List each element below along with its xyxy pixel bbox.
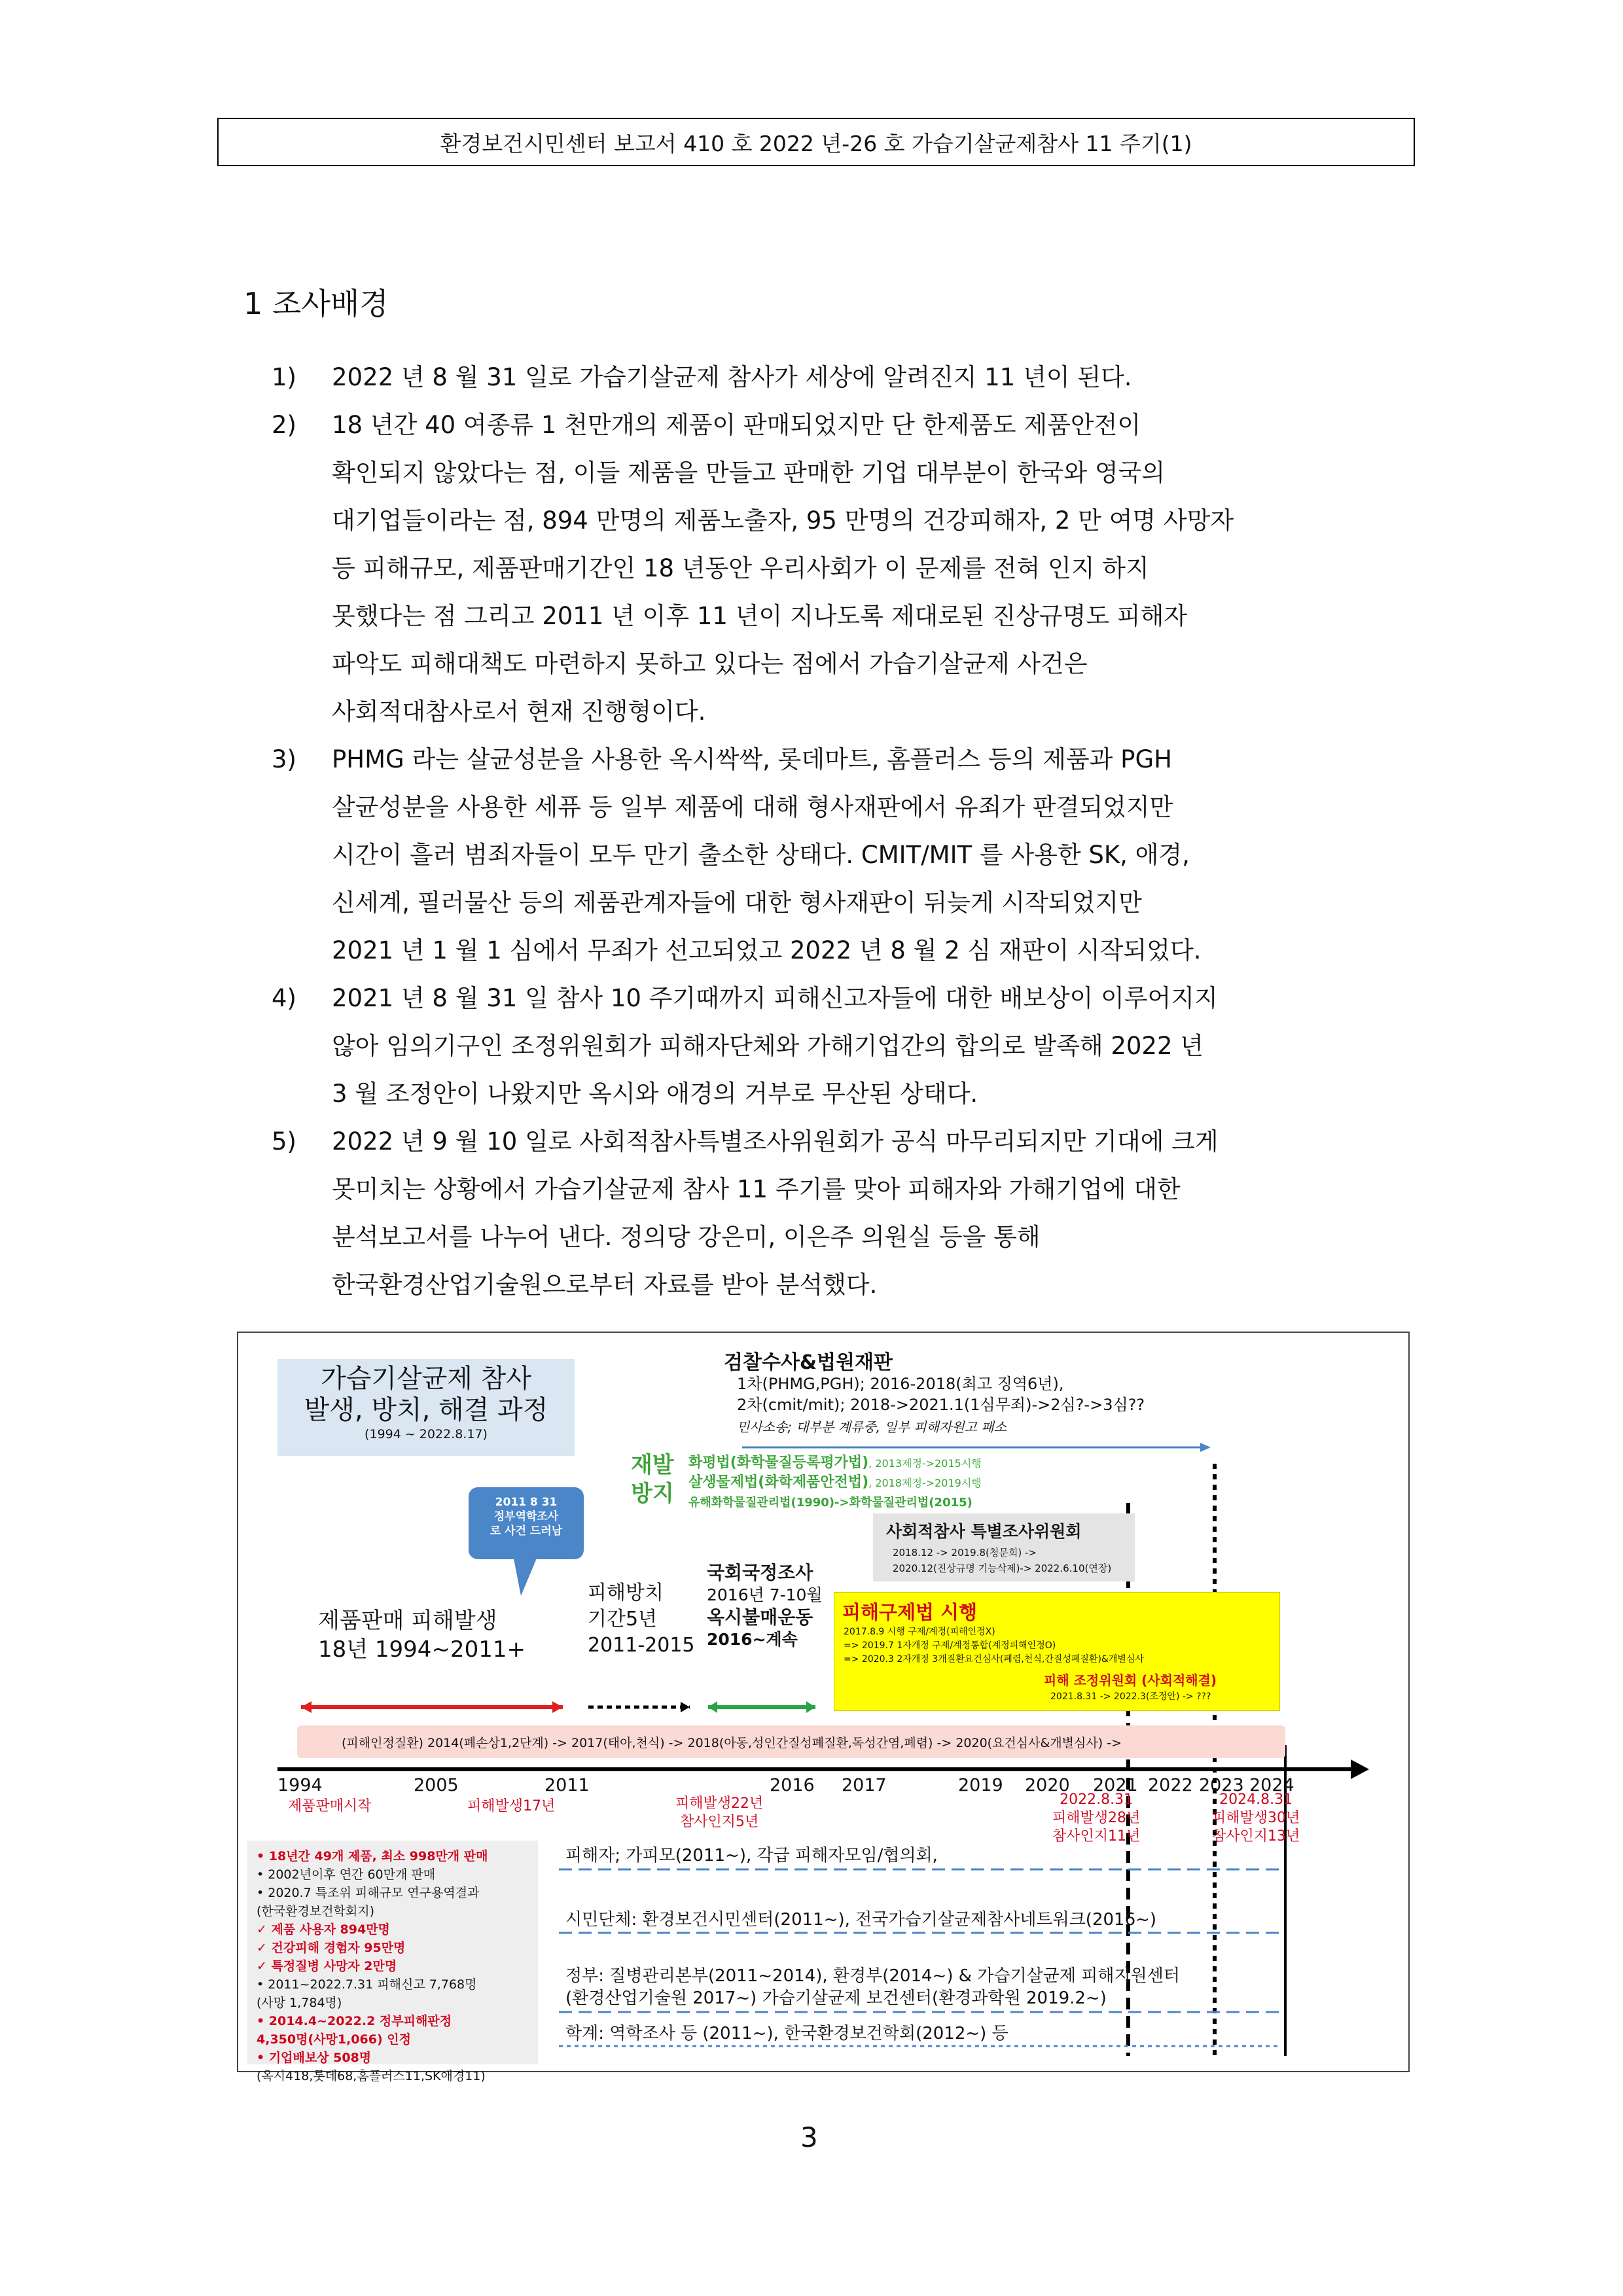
list-item — [272, 974, 1384, 1118]
year-note-line: 참사인지13년 — [1212, 1828, 1300, 1845]
list-item-number: 5) — [272, 1127, 296, 1156]
prosecution-lines — [737, 1373, 1145, 1415]
audit-arrowhead-left — [708, 1701, 717, 1713]
callout-line: 2011 8 31 — [495, 1496, 558, 1509]
list-item-line: 등 피해규모, 제품판매기간인 18 년동안 우리사회가 이 문제를 전혀 인지 하지 — [332, 554, 1149, 582]
statistics-item: ✓ 건강피해 경험자 95만명 — [257, 1941, 406, 1955]
list-item-number: 4) — [272, 984, 296, 1012]
year-note-line: 참사인지5년 — [680, 1814, 759, 1830]
audit-label — [707, 1562, 823, 1651]
prevention-label — [631, 1451, 674, 1508]
list-item-line: 3 월 조정안이 나왔지만 옥시와 애경의 거부로 무산된 상태다. — [332, 1080, 978, 1108]
list-item-line: 파악도 피해대책도 마련하지 못하고 있다는 점에서 가습기살균제 사건은 — [332, 650, 1088, 678]
special-committee-box — [873, 1513, 1135, 1581]
audit-label-line: 2016년 7-10월 — [707, 1585, 823, 1604]
actor-government: 정부: 질병관리본부(2011~2014), 환경부(2014~) & 가습기살균제 피해지원센터 — [565, 1966, 1180, 1986]
callout-pointer — [513, 1555, 538, 1596]
year-note-2016 — [675, 1795, 763, 1831]
sales-label-line: 제품판매 피해발생 — [318, 1608, 497, 1634]
sales-arrowhead-left — [301, 1701, 312, 1713]
year-note-line: 2024.8.31 — [1219, 1792, 1293, 1808]
relief-lines — [844, 1625, 1144, 1667]
law-item — [688, 1453, 982, 1473]
sales-arrowhead-right — [552, 1701, 563, 1713]
disease-band — [297, 1725, 1285, 1758]
law-note: 화학물질관리법(2015) — [849, 1496, 972, 1510]
figure-title-line2: 발생, 방치, 해결 과정 — [304, 1395, 548, 1425]
special-committee-line: 2020.12(진상규명 기능삭제)-> 2022.6.10(연장) — [893, 1563, 1112, 1574]
statistics-item: (한국환경보건학회지) — [257, 1904, 375, 1918]
law-item — [688, 1473, 982, 1492]
year-label: 2023 — [1199, 1775, 1244, 1795]
statistics-item: • 2002년이후 연간 60만개 판매 — [257, 1867, 436, 1882]
figure-title-line1: 가습기살균제 참사 — [321, 1364, 531, 1394]
numbered-list — [272, 353, 1384, 1309]
year-label: 2011 — [544, 1775, 590, 1795]
list-item-text — [332, 1118, 1384, 1309]
year-label: 2019 — [958, 1775, 1003, 1795]
year-label: 2021 — [1093, 1775, 1138, 1795]
year-label: 1994 — [277, 1775, 323, 1795]
prosecution-title: 검찰수사&법원재판 — [724, 1351, 893, 1374]
list-item-number: 2) — [272, 411, 296, 439]
list-item-text — [332, 401, 1384, 735]
list-item — [272, 1118, 1384, 1309]
list-item-line: 2022 년 8 월 31 일로 가습기살균제 참사가 세상에 알려진지 11 년이 된다. — [332, 363, 1132, 391]
year-label: 2005 — [414, 1775, 459, 1795]
audit-label-line: 2016~계속 — [707, 1630, 798, 1649]
section-title: 1 조사배경 — [243, 286, 389, 321]
law-note: , 2018제정->2019시행 — [868, 1477, 982, 1489]
law-name: 살생물제법(화학제품안전법) — [688, 1474, 869, 1491]
relief-title: 피해구제법 시행 — [842, 1601, 978, 1623]
year-label: 2024 — [1249, 1775, 1294, 1795]
statistics-item: • 2011~2022.7.31 피해신고 7,768명 — [257, 1977, 477, 1992]
report-header-title: 환경보건시민센터 보고서 410 호 2022 년-26 호 가습기살균제참사 11 주기(1) — [440, 130, 1192, 156]
page-number: 3 — [800, 2121, 818, 2153]
list-item-line: 못했다는 점 그리고 2011 년 이후 11 년이 지나도록 제대로된 진상규명도 피해자 — [332, 602, 1188, 630]
statistics-item: • 기업배보상 508명 — [257, 2051, 372, 2065]
list-item — [272, 735, 1384, 974]
prevention-label-line: 방지 — [631, 1481, 674, 1507]
disease-band-text: (피해인정질환) 2014(폐손상1,2단계) -> 2017(태아,천식) -> 2018(아동,성인간질성폐질환,독성간염,폐렴) -> 2020(요건심사&개별심사) -> — [342, 1736, 1122, 1750]
neglect-label-line: 기간5년 — [588, 1608, 658, 1631]
list-item-text — [332, 974, 1384, 1118]
neglect-label — [588, 1580, 695, 1659]
statistics-item: (옥시418,롯데68,홈플러스11,SK애경11) — [257, 2069, 486, 2083]
year-label: 2017 — [842, 1775, 887, 1795]
statistics-item: 4,350명(사망1,066) 인정 — [257, 2032, 411, 2047]
year-note-2022 — [1052, 1791, 1140, 1846]
year-note-line: 피해발생22년 — [675, 1795, 764, 1812]
report-header — [217, 118, 1415, 166]
actor-academia: 학계: 역학조사 등 (2011~), 한국환경보건학회(2012~) 등 — [565, 2024, 1008, 2043]
list-item-line: 확인되지 않았다는 점, 이들 제품을 만들고 판매한 기업 대부분이 한국와 영국의 — [332, 459, 1166, 487]
list-item-line: 18 년간 40 여종류 1 천만개의 제품이 판매되었지만 단 한제품도 제품안전이 — [332, 411, 1141, 439]
neglect-label-line: 2011-2015 — [588, 1634, 695, 1657]
list-item-line: 2022 년 9 월 10 일로 사회적참사특별조사위원회가 공식 마무리되지만 기대에 크게 — [332, 1127, 1219, 1156]
year-note-2024 — [1212, 1791, 1300, 1846]
list-item-text — [332, 735, 1384, 974]
actor-government-2: (환경산업기술원 2017~) 가습기살균제 보건센터(환경과학원 2019.2~) — [565, 1988, 1107, 2008]
callout-line: 정부역학조사 — [493, 1510, 559, 1523]
list-item — [272, 353, 1384, 401]
list-item-line: 못미치는 상황에서 가습기살균제 참사 11 주기를 맞아 피해자와 가해기업에 대한 — [332, 1175, 1181, 1203]
statistics-item: ✓ 특정질병 사망자 2만명 — [257, 1959, 397, 1973]
list-item-line: 한국환경산업기술원으로부터 자료를 받아 분석했다. — [332, 1271, 878, 1299]
neglect-arrowhead — [681, 1702, 690, 1712]
prosecution-note: 민사소송; 대부분 계류중, 일부 피해자원고 패소 — [737, 1419, 1007, 1435]
prosecution-arrowhead — [1200, 1443, 1211, 1452]
year-note-line: 피해발생28년 — [1052, 1810, 1141, 1826]
year-label: 2022 — [1148, 1775, 1193, 1795]
audit-label-line: 국회국정조사 — [707, 1562, 813, 1583]
list-item-line: 사회적대참사로서 현재 진행형이다. — [332, 698, 706, 726]
audit-arrowhead-right — [806, 1701, 815, 1713]
relief-mediation-date: 2021.8.31 -> 2022.3(조정안) -> ??? — [1050, 1691, 1211, 1702]
actor-victims: 피해자; 가피모(2011~), 각급 피해자모임/협의회, — [565, 1846, 938, 1865]
prosecution-line: 2차(cmit/mit); 2018->2021.1(1심무죄)->2심?->3심?? — [737, 1396, 1145, 1414]
list-item-line: 2021 년 8 월 31 일 참사 10 주기때까지 피해신고자들에 대한 배보상이 이루어지지 — [332, 984, 1218, 1012]
law-name: 화평법(화학물질등록평가법) — [688, 1455, 869, 1471]
year-note-1994: 제품판매시작 — [288, 1798, 372, 1814]
relief-box — [834, 1592, 1280, 1711]
statistics-item: (사망 1,784명) — [257, 1996, 342, 2010]
timeline-figure — [237, 1332, 1410, 2083]
law-note: , 2013제정->2015시행 — [868, 1457, 982, 1470]
list-item-line: PHMG 라는 살균성분을 사용한 옥시싹싹, 롯데마트, 홈플러스 등의 제품과 PGH — [332, 745, 1172, 773]
year-note-line: 피해발생30년 — [1212, 1810, 1300, 1826]
list-item-line: 2021 년 1 월 1 심에서 무죄가 선고되었고 2022 년 8 월 2 심 재판이 시작되었다. — [332, 936, 1202, 964]
year-label: 2020 — [1025, 1775, 1070, 1795]
figure-title-range: (1994 ~ 2022.8.17) — [365, 1427, 488, 1441]
statistics-item: • 2014.4~2022.2 정부피해판정 — [257, 2014, 452, 2028]
neglect-label-line: 피해방치 — [588, 1581, 664, 1604]
list-item-line: 신세계, 필러물산 등의 제품관계자들에 대한 형사재판이 뒤늦게 시작되었지만 — [332, 889, 1142, 917]
list-item — [272, 401, 1384, 735]
year-label: 2016 — [770, 1775, 815, 1795]
actor-civic: 시민단체: 환경보건시민센터(2011~), 전국가습기살균제참사네트워크(2016~) — [565, 1910, 1157, 1930]
special-committee-title: 사회적참사 특별조사위원회 — [886, 1522, 1082, 1541]
statistics-item: ✓ 제품 사용자 894만명 — [257, 1922, 390, 1937]
list-item-number: 1) — [272, 363, 296, 391]
relief-line: => 2019.7 1자개정 구제/계정통합(계정피해인정O) — [844, 1640, 1056, 1651]
prevention-label-line: 재발 — [631, 1452, 674, 1478]
relief-line: 2017.8.9 시행 구제/계정(피해인정X) — [844, 1627, 995, 1637]
special-committee-lines — [893, 1545, 1111, 1576]
list-item-text — [332, 353, 1384, 401]
callout-line: 로 사건 드러남 — [490, 1525, 563, 1538]
list-item-number: 3) — [272, 745, 296, 773]
relief-mediation: 피해 조정위원회 (사회적해결) — [1044, 1672, 1217, 1688]
special-committee-line: 2018.12 -> 2019.8(청문회) -> — [893, 1547, 1037, 1559]
audit-label-line: 옥시불매운동 — [707, 1606, 813, 1628]
sales-label — [318, 1606, 526, 1664]
list-item-line: 시간이 흘러 범죄자들이 모두 만기 출소한 상태다. CMIT/MIT 를 사용한 SK, 애경, — [332, 841, 1190, 869]
laws-list — [688, 1453, 982, 1512]
statistics-item: • 18년간 49개 제품, 최소 998만개 판매 — [257, 1849, 488, 1863]
list-item-line: 살균성분을 사용한 세퓨 등 일부 제품에 대해 형사재판에서 유죄가 판결되었지만 — [332, 793, 1173, 821]
list-item-line: 않아 임의기구인 조정위원회가 피해자단체와 가해기업간의 합의로 발족해 2022 년 — [332, 1032, 1204, 1060]
relief-line: => 2020.3 2자개정 3개질환요건심사(폐렴,천식,간질성폐질환)&개별심사 — [844, 1654, 1144, 1665]
list-item-line: 분석보고서를 나누어 낸다. 정의당 강은미, 이은주 의원실 등을 통해 — [332, 1223, 1041, 1251]
sales-label-line: 18년 1994~2011+ — [318, 1636, 526, 1663]
law-item — [688, 1492, 982, 1512]
statistics-list — [247, 1841, 538, 2083]
list-item-line: 대기업들이라는 점, 894 만명의 제품노출자, 95 만명의 건강피해자, 2 만 여명 사망자 — [332, 506, 1234, 535]
statistics-item: • 2020.7 특조위 피해규모 연구용역결과 — [257, 1886, 480, 1900]
law-name: 유해화학물질관리법(1990)-> — [688, 1496, 849, 1510]
year-note-2011: 피해발생17년 — [467, 1798, 556, 1814]
prosecution-line: 1차(PHMG,PGH); 2016-2018(최고 징역6년), — [737, 1375, 1064, 1393]
year-note-line: 2022.8.31 — [1060, 1792, 1133, 1808]
year-note-line: 참사인지11년 — [1052, 1828, 1141, 1845]
